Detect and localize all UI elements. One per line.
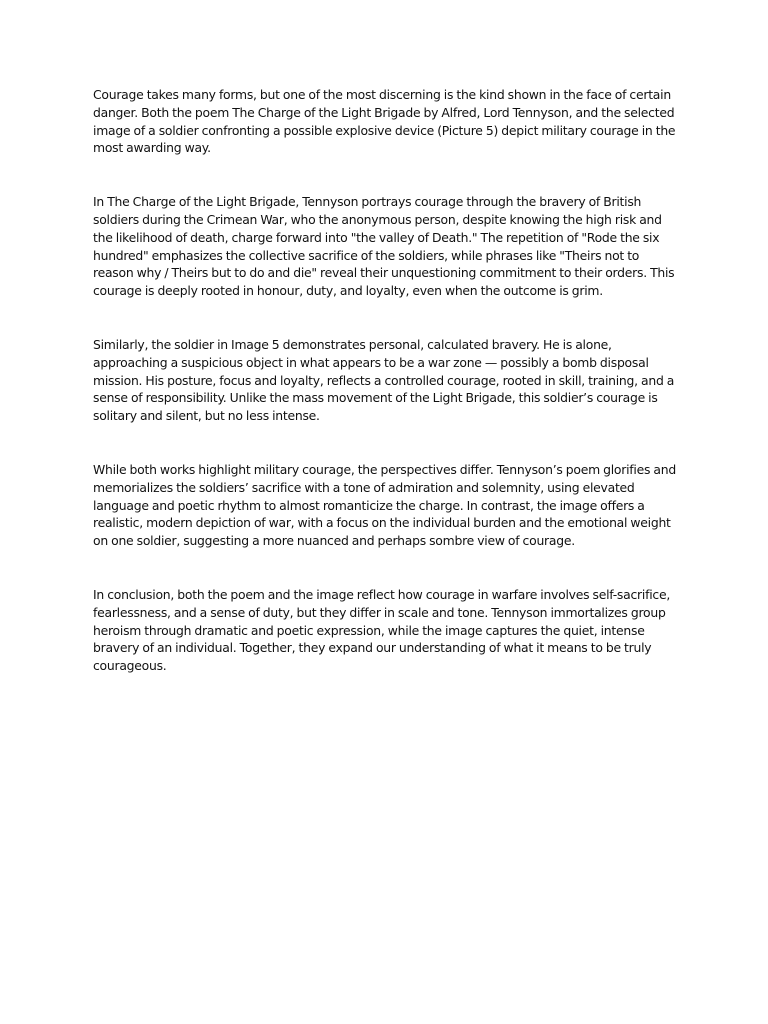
paragraph-comparison: While both works highlight military courage, the perspectives differ. Tennyson’s poem glorifies and memorializes the soldiers’ sacrifice with a tone of admiration and solemnity, using elevated language and poetic rhythm to almost romanticize the charge. In contrast, the image offers a realistic, modern depiction of war, with a focus on the individual burden and the emotional weight on one soldier, suggesting a more nuanced and perhaps sombre view of courage.: [93, 461, 676, 549]
paragraph-image-analysis: Similarly, the soldier in Image 5 demonstrates personal, calculated bravery. He is alone, approaching a suspicious object in what appears to be a war zone — possibly a bomb disposal mission. His posture, focus and loyalty, reflects a controlled courage, rooted in skill, training, and a sense of responsibility. Unlike the mass movement of the Light Brigade, this soldier’s courage is solitary and silent, but no less intense.: [93, 336, 675, 424]
paragraph-poem-analysis: In The Charge of the Light Brigade, Tennyson portrays courage through the bravery of British soldiers during the Crimean War, who the anonymous person, despite knowing the high risk and the likelihood of death, charge forward into "the valley of Death." The repetition of "Rode the six hundred" emphasizes the collective sacrifice of the soldiers, while phrases like "Theirs not to reason why / Theirs but to do and die" reveal their unquestioning commitment to their orders. This courage is deeply rooted in honour, duty, and loyalty, even when the outcome is grim.: [93, 194, 675, 299]
paragraph-introduction: Courage takes many forms, but one of the most discerning is the kind shown in the face of certain danger. Both the poem The Charge of the Light Brigade by Alfred, Lord Tennyson, and the selected image of a soldier confronting a possible explosive device (Picture 5) depict military courage in the most awarding way.: [93, 87, 676, 156]
paragraph-conclusion: In conclusion, both the poem and the image reflect how courage in warfare involves self-sacrifice, fearlessness, and a sense of duty, but they differ in scale and tone. Tennyson immortalizes group heroism through dramatic and poetic expression, while the image captures the quiet, intense bravery of an individual. Together, they expand our understanding of what it means to be truly courageous.: [93, 586, 671, 674]
document-body: [93, 86, 678, 711]
